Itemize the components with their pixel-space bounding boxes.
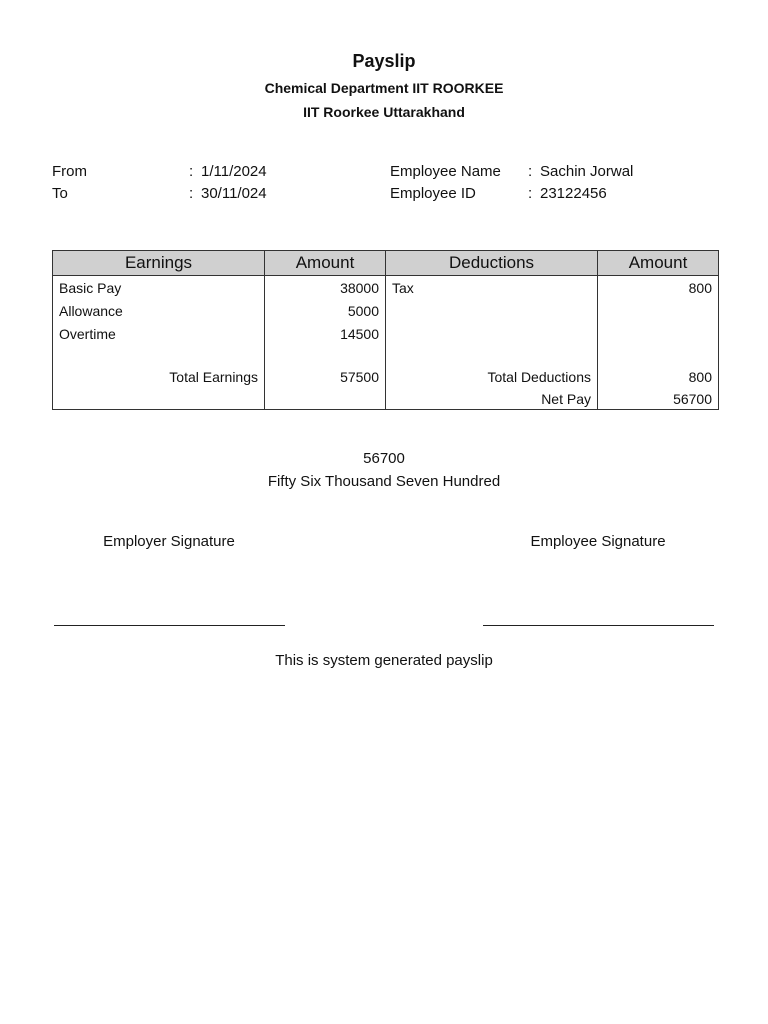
table-row bbox=[53, 322, 719, 345]
employee-id-colon: : bbox=[528, 185, 533, 202]
from-value: 1/11/2024 bbox=[201, 163, 267, 180]
net-pay-label: Net Pay bbox=[386, 388, 598, 410]
employee-id-value: 23122456 bbox=[540, 185, 607, 202]
earning-amount: 38000 bbox=[265, 276, 386, 300]
employer-signature-label: Employer Signature bbox=[103, 533, 235, 550]
deduction-name bbox=[386, 299, 598, 322]
earning-name: Basic Pay bbox=[53, 276, 265, 300]
from-label: From bbox=[52, 163, 87, 180]
earning-name: Overtime bbox=[53, 322, 265, 345]
payslip-title: Payslip bbox=[352, 51, 416, 71]
employee-name-label: Employee Name bbox=[390, 163, 501, 180]
earnings-deductions-table bbox=[52, 250, 719, 410]
net-pay-value: 56700 bbox=[598, 388, 719, 410]
from-colon: : bbox=[189, 163, 194, 180]
total-earnings-value: 57500 bbox=[265, 365, 386, 388]
employee-name-value: Sachin Jorwal bbox=[540, 163, 634, 180]
earning-amount: 5000 bbox=[265, 299, 386, 322]
table-row bbox=[53, 299, 719, 322]
deduction-name bbox=[386, 322, 598, 345]
table-row bbox=[53, 276, 719, 300]
table-header-row bbox=[53, 251, 719, 276]
table-spacer-row bbox=[53, 345, 719, 365]
organization-name: Chemical Department IIT ROORKEE bbox=[264, 80, 504, 96]
net-amount: 56700 bbox=[363, 450, 405, 467]
organization-address: IIT Roorkee Uttarakhand bbox=[303, 104, 465, 120]
deduction-amount: 800 bbox=[598, 276, 719, 300]
earning-name: Allowance bbox=[53, 299, 265, 322]
to-label: To bbox=[52, 185, 68, 202]
employee-signature-label: Employee Signature bbox=[530, 533, 666, 550]
employee-name-colon: : bbox=[528, 163, 533, 180]
deduction-amount bbox=[598, 299, 719, 322]
totals-row bbox=[53, 365, 719, 388]
earnings-header: Earnings bbox=[53, 251, 265, 276]
earnings-amount-header: Amount bbox=[265, 251, 386, 276]
employer-signature-line bbox=[54, 625, 285, 626]
deduction-name: Tax bbox=[386, 276, 598, 300]
total-deductions-label: Total Deductions bbox=[386, 365, 598, 388]
net-amount-words: Fifty Six Thousand Seven Hundred bbox=[267, 473, 501, 490]
deduction-amount bbox=[598, 322, 719, 345]
footer-note: This is system generated payslip bbox=[275, 652, 493, 669]
to-value: 30/11/024 bbox=[201, 185, 267, 202]
total-deductions-value: 800 bbox=[598, 365, 719, 388]
employee-signature-line bbox=[483, 625, 714, 626]
to-colon: : bbox=[189, 185, 194, 202]
deductions-amount-header: Amount bbox=[598, 251, 719, 276]
net-pay-row bbox=[53, 388, 719, 410]
total-earnings-label: Total Earnings bbox=[53, 365, 265, 388]
deductions-header: Deductions bbox=[386, 251, 598, 276]
earning-amount: 14500 bbox=[265, 322, 386, 345]
employee-id-label: Employee ID bbox=[390, 185, 476, 202]
